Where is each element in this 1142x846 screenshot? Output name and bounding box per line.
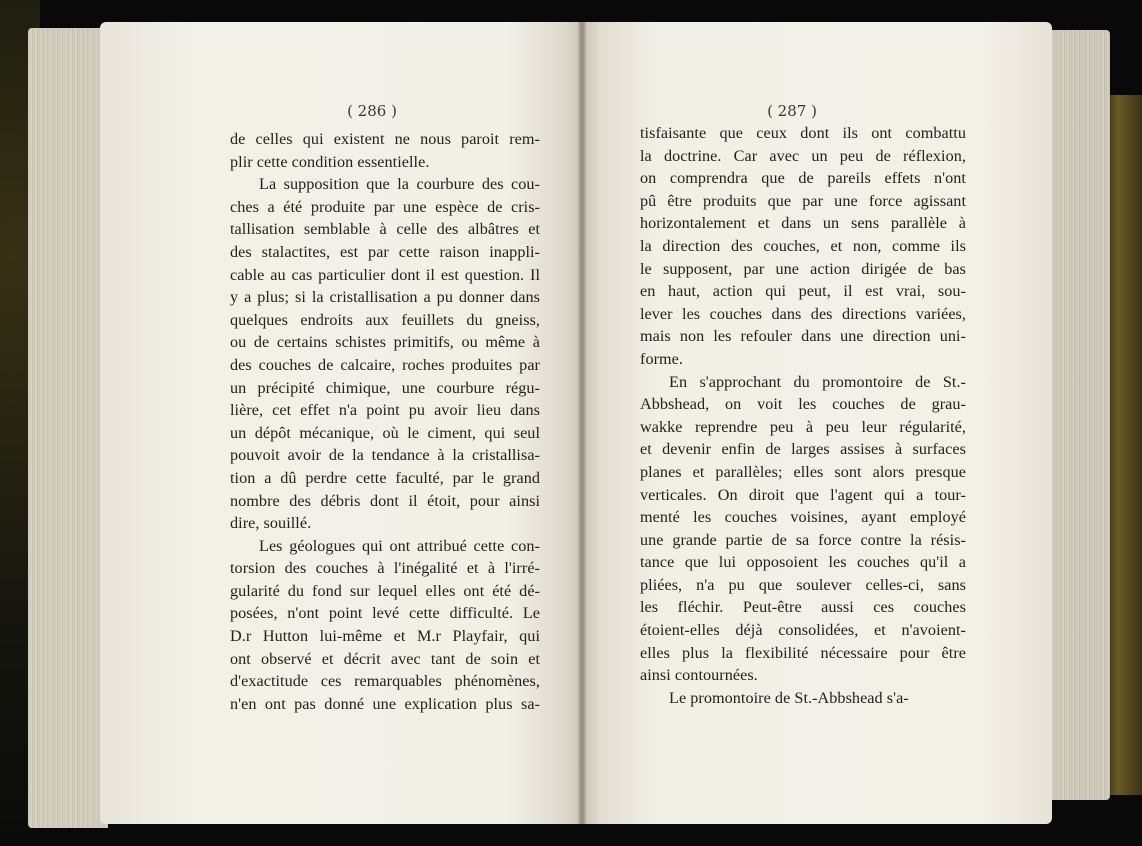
text-line: plir cette condition essentielle. — [230, 152, 430, 171]
text-line: forme. — [640, 349, 683, 368]
text-line: n'en ont pas donné une explication plus sa- — [230, 694, 540, 713]
right-page-text — [640, 122, 966, 709]
text-line: des couches de calcaire, roches produites par — [230, 355, 540, 374]
text-line: menté les couches voisines, ayant employé — [640, 508, 966, 527]
text-line: elles plus la flexibilité nécessaire pour être — [640, 643, 966, 662]
text-line: ou de certains schistes primitifs, ou même à — [230, 333, 540, 352]
text-line: Les géologues qui ont attribué cette con- — [259, 536, 540, 555]
text-line: de celles qui existent ne nous paroit rem- — [230, 130, 540, 148]
text-line: le supposent, par une action dirigée de bas — [640, 259, 966, 278]
text-line: d'exactitude ces remarquables phénomènes, — [230, 672, 540, 691]
text-line: on comprendra que de pareils effets n'ont — [640, 169, 966, 188]
text-line: D.r Hutton lui-même et M.r Playfair, qui — [230, 627, 540, 646]
text-line: y a plus; si la cristallisation a pu donner dans — [230, 288, 540, 307]
text-line: quelques endroits aux feuillets du gneiss, — [230, 310, 540, 329]
left-page-text — [230, 128, 540, 715]
text-line: un précipité chimique, une courbure régu- — [230, 378, 540, 397]
text-line: et devenir enfin de larges assises à surfaces — [640, 440, 966, 459]
text-line: la direction des couches, et non, comme ils — [640, 236, 966, 255]
right-page-number: ( 287 ) — [767, 102, 817, 120]
text-line: torsion des couches à l'inégalité et à l'irré- — [230, 559, 540, 578]
text-line: tallisation semblable à celle des albâtres et — [230, 220, 540, 239]
text-line: verticales. On diroit que l'agent qui a tour- — [640, 485, 966, 504]
book-gutter — [578, 22, 586, 824]
text-line: nombre des débris dont il étoit, pour ainsi — [230, 491, 540, 510]
text-line: tisfaisante que ceux dont ils ont combattu — [640, 124, 966, 142]
text-line: pouvoit avoir de la tendance à la cristallisa- — [230, 446, 540, 465]
left-page-number: ( 286 ) — [347, 102, 397, 120]
text-line: Abbshead, on voit les couches de grau- — [640, 395, 966, 414]
text-line: un dépôt mécanique, où le ciment, qui seul — [230, 423, 540, 442]
text-line: Le promontoire de St.-Abbshead s'a- — [669, 688, 909, 707]
text-line: cable au cas particulier dont il est question. Il — [230, 265, 540, 284]
text-line: horizontalement et dans un sens parallèle à — [640, 214, 966, 233]
text-line: pû être produits que par une force agissant — [640, 191, 966, 210]
text-line: des stalactites, est par cette raison inappli- — [230, 242, 540, 261]
text-line: ches a été produite par une espèce de cris- — [230, 197, 540, 216]
page-edges-left — [28, 28, 108, 828]
text-line: ainsi contournées. — [640, 666, 758, 685]
text-line: tion a dû perdre cette faculté, par le grand — [230, 468, 540, 487]
text-line: gularité du fond sur lequel elles ont été dé- — [230, 581, 540, 600]
text-line: une grande partie de sa force contre la résis- — [640, 530, 966, 549]
text-line: la doctrine. Car avec un peu de réflexion, — [640, 146, 966, 165]
text-line: planes et parallèles; elles sont alors presque — [640, 462, 966, 481]
text-line: posées, n'ont point levé cette difficulté. Le — [230, 604, 540, 623]
text-line: pliées, n'a pu que soulever celles-ci, sans — [640, 575, 966, 594]
text-line: lever les couches dans des directions variées, — [640, 304, 966, 323]
text-line: en haut, action qui peut, il est vrai, sou- — [640, 282, 966, 301]
text-line: les fléchir. Peut-être aussi ces couches — [640, 598, 966, 617]
text-line: dire, souillé. — [230, 514, 312, 533]
text-line: tance que lui opposoient les couches qu'il a — [640, 553, 966, 572]
text-line: étoient-elles déjà consolidées, et n'avoient- — [640, 621, 966, 640]
text-line: wakke reprendre peu à peu leur régularité, — [640, 417, 966, 436]
text-line: lière, cet effet n'a point pu avoir lieu dans — [230, 401, 540, 420]
text-line: La supposition que la courbure des cou- — [259, 175, 540, 194]
text-line: ont observé et décrit avec tant de soin et — [230, 649, 540, 668]
text-line: En s'approchant du promontoire de St.- — [669, 372, 966, 391]
text-line: mais non les refouler dans une direction uni- — [640, 327, 966, 346]
